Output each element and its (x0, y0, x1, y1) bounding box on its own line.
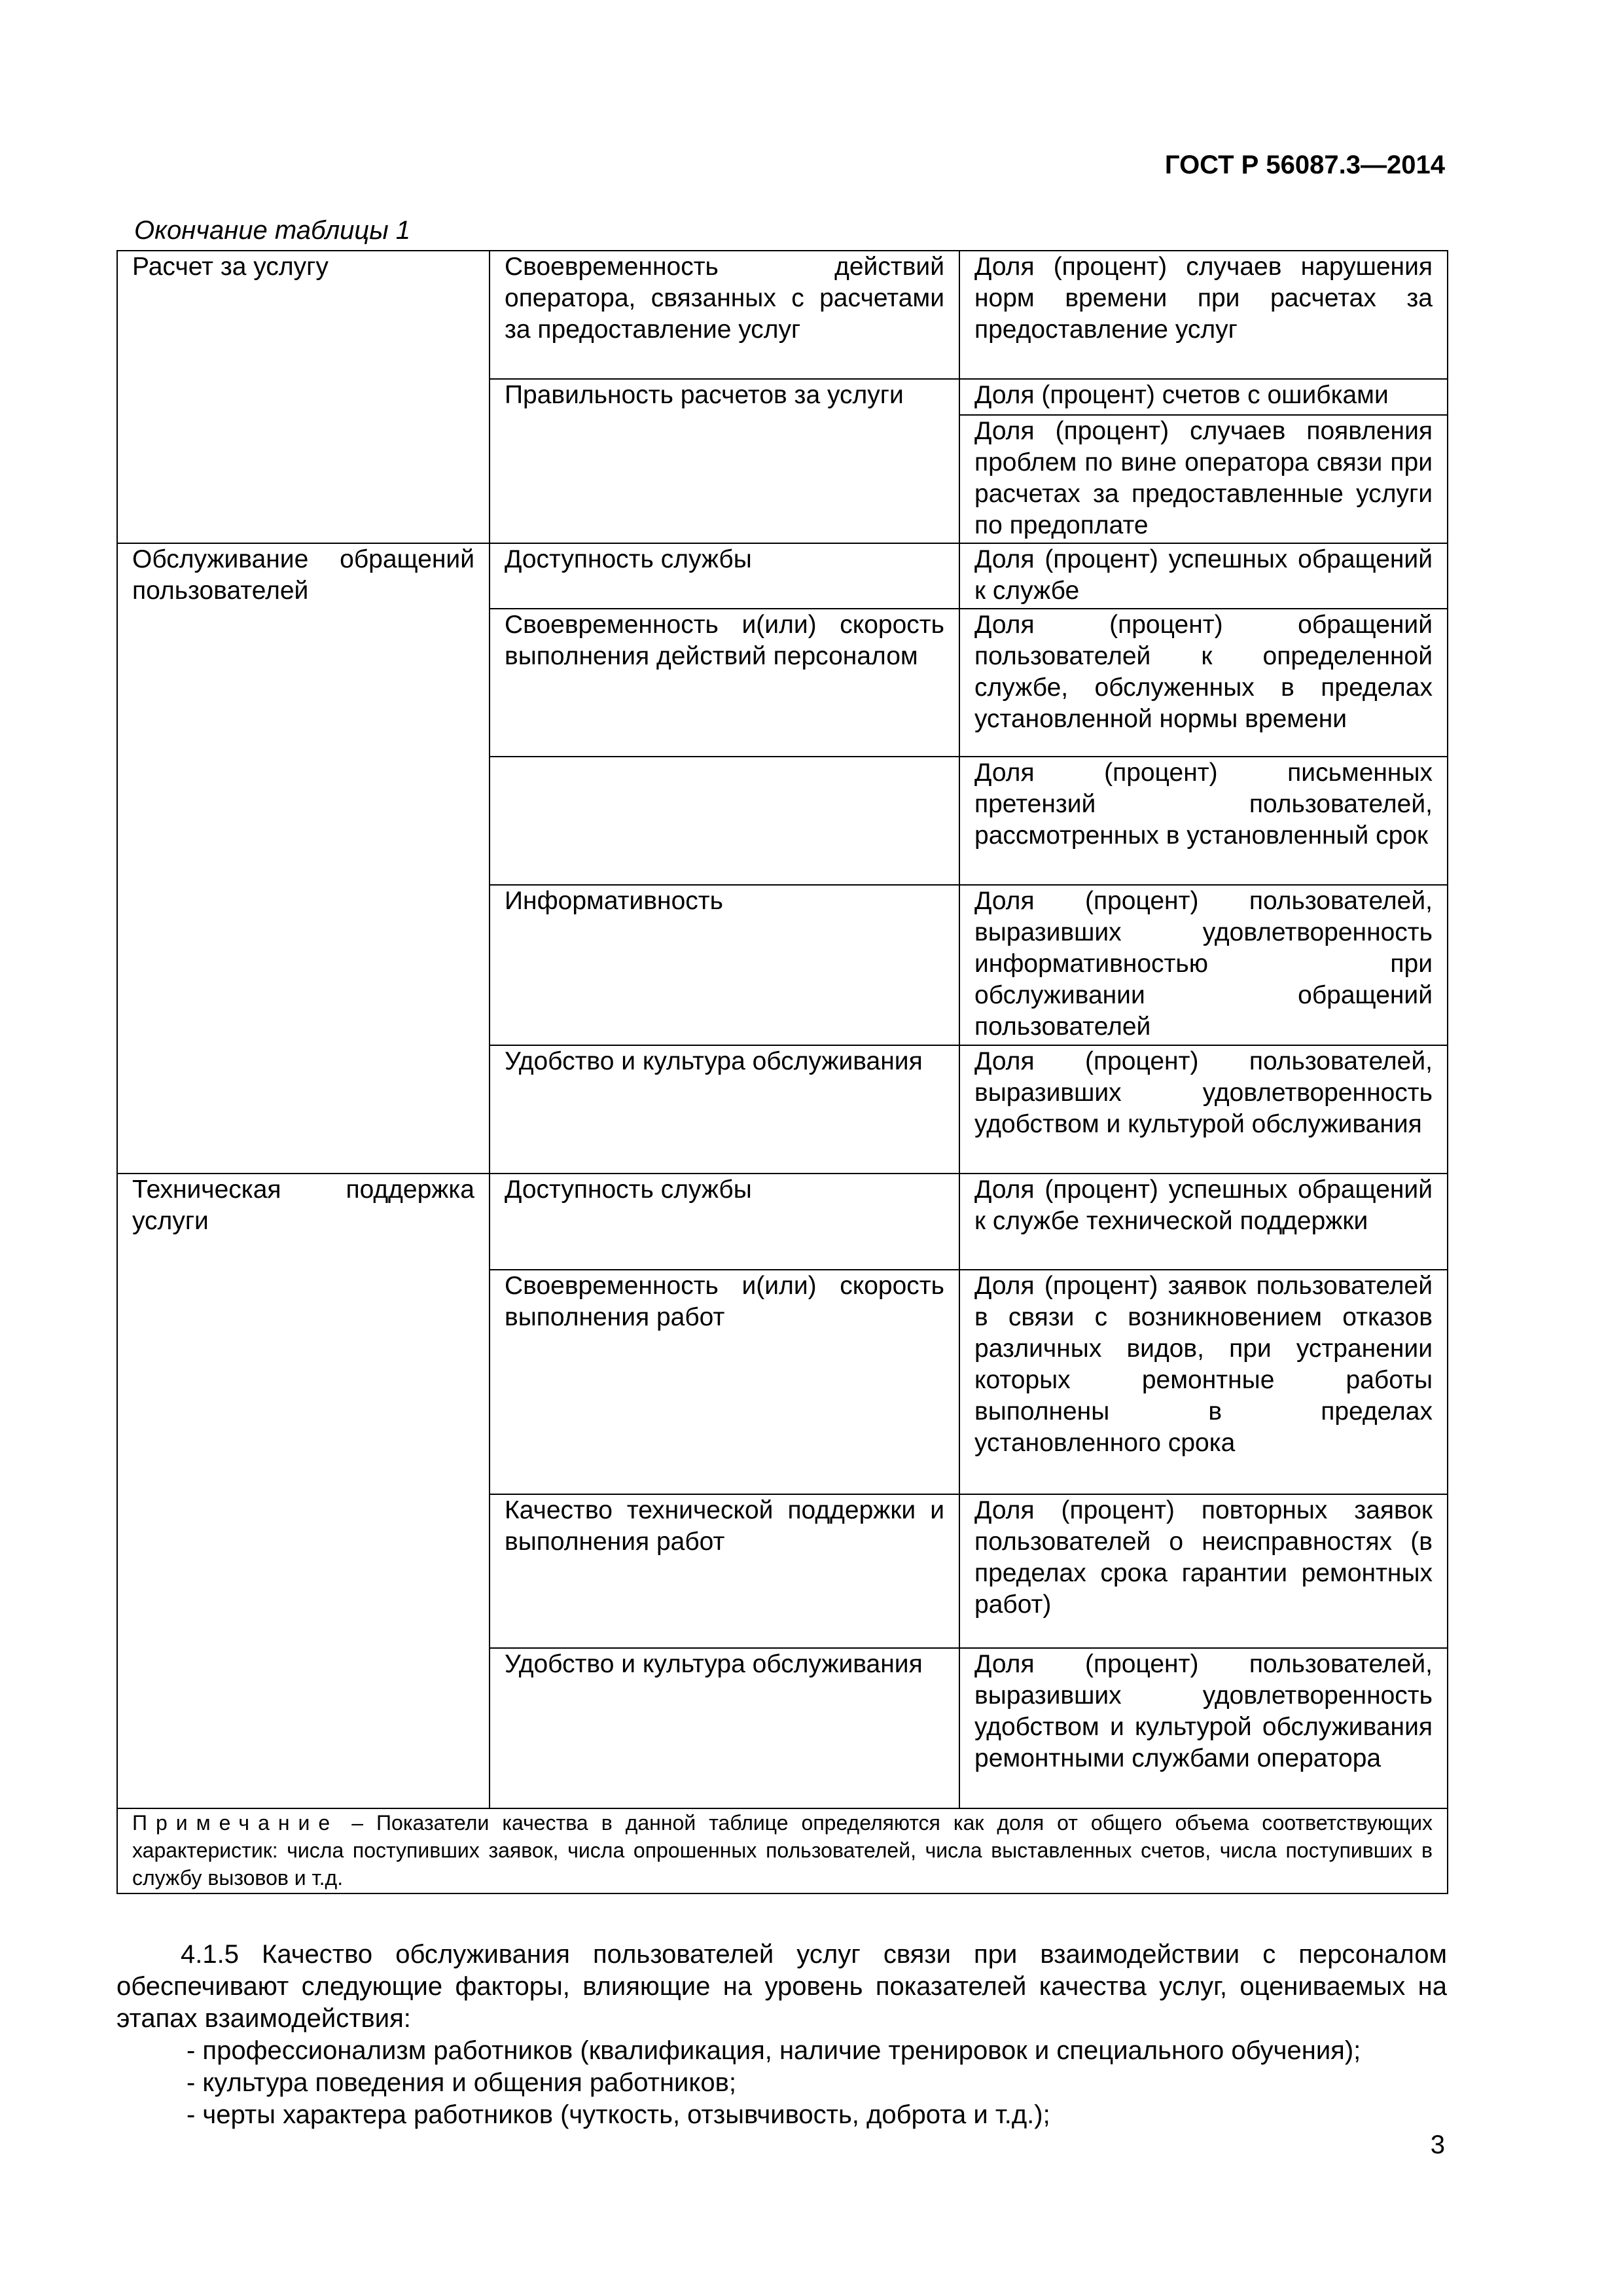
characteristic-cell: Своевременность действий оператора, связанных с расчетами за предоставление услуг (490, 251, 959, 379)
note-text: – Показатели качества в данной таблице определяются как доля от общего объема соответствующих характеристик: числа поступивших заявок, числа опрошенных пользователей, числа выставленных счетов, числа поступивших в службу вызовов и т.д. (132, 1811, 1433, 1890)
indicator-cell: Доля (процент) заявок пользователей в связи с возникновением отказов различных видов, при устранении которых ремонтные работы выполнены в пределах установленного срока (959, 1270, 1448, 1494)
section-paragraph (116, 1939, 1447, 2035)
indicator-cell: Доля (процент) письменных претензий пользователей, рассмотренных в установленный срок (959, 757, 1448, 885)
characteristic-cell: Информативность (490, 885, 959, 1045)
table-row (117, 543, 1448, 609)
list-item: - культура поведения и общения работников; (187, 2068, 736, 2097)
document-code: ГОСТ Р 56087.3—2014 (1164, 151, 1445, 179)
indicator-cell: Доля (процент) счетов с ошибками (959, 379, 1448, 415)
indicator-cell: Доля (процент) случаев нарушения норм времени при расчетах за предоставление услуг (959, 251, 1448, 379)
quality-indicators-table (116, 250, 1448, 1894)
indicator-cell: Доля (процент) успешных обращений к службе (959, 543, 1448, 609)
factor-list (187, 2035, 1361, 2131)
table-row (117, 1174, 1448, 1270)
characteristic-cell: Доступность службы (490, 543, 959, 609)
group-cell: Расчет за услугу (117, 251, 490, 543)
paragraph-text: 4.1.5 Качество обслуживания пользователей услуг связи при взаимодействии с персоналом обеспечивают следующие факторы, влияющие на уровень показателей качества услуг, оцениваемых на этапах взаимодействия: (116, 1940, 1447, 2033)
table-note (117, 1808, 1448, 1893)
characteristic-cell: Своевременность и(или) скорость выполнения действий персоналом (490, 609, 959, 757)
table-caption: Окончание таблицы 1 (134, 216, 411, 245)
page-number: 3 (1430, 2130, 1445, 2159)
indicator-cell: Доля (процент) успешных обращений к службе технической поддержки (959, 1174, 1448, 1270)
table-row (117, 251, 1448, 379)
characteristic-cell: Доступность службы (490, 1174, 959, 1270)
characteristic-cell: Правильность расчетов за услуги (490, 379, 959, 543)
indicator-cell: Доля (процент) пользователей, выразивших удовлетворенность удобством и культурой обслуживания ремонтными службами оператора (959, 1648, 1448, 1808)
indicator-cell: Доля (процент) случаев появления проблем по вине оператора связи при расчетах за предоставленные услуги по предоплате (959, 415, 1448, 543)
characteristic-cell: Качество технической поддержки и выполнения работ (490, 1494, 959, 1648)
indicator-cell: Доля (процент) пользователей, выразивших удовлетворенность удобством и культурой обслуживания (959, 1045, 1448, 1174)
characteristic-cell: Удобство и культура обслуживания (490, 1045, 959, 1174)
table-note-row (117, 1808, 1448, 1893)
indicator-cell: Доля (процент) повторных заявок пользователей о неисправностях (в пределах срока гарантии ремонтных работ) (959, 1494, 1448, 1648)
indicator-cell: Доля (процент) обращений пользователей к определенной службе, обслуженных в пределах установленной нормы времени (959, 609, 1448, 757)
characteristic-cell: Своевременность и(или) скорость выполнения работ (490, 1270, 959, 1494)
group-cell: Обслуживание обращений пользователей (117, 543, 490, 1174)
list-item: - профессионализм работников (квалификация, наличие тренировок и специального обучения); (187, 2036, 1361, 2065)
group-cell: Техническая поддержка услуги (117, 1174, 490, 1808)
indicator-cell: Доля (процент) пользователей, выразивших удовлетворенность информативностью при обслуживании обращений пользователей (959, 885, 1448, 1045)
characteristic-cell: Удобство и культура обслуживания (490, 1648, 959, 1808)
list-item: - черты характера работников (чуткость, отзывчивость, доброта и т.д.); (187, 2100, 1050, 2129)
characteristic-cell (490, 757, 959, 885)
note-label: Примечание (132, 1811, 339, 1835)
